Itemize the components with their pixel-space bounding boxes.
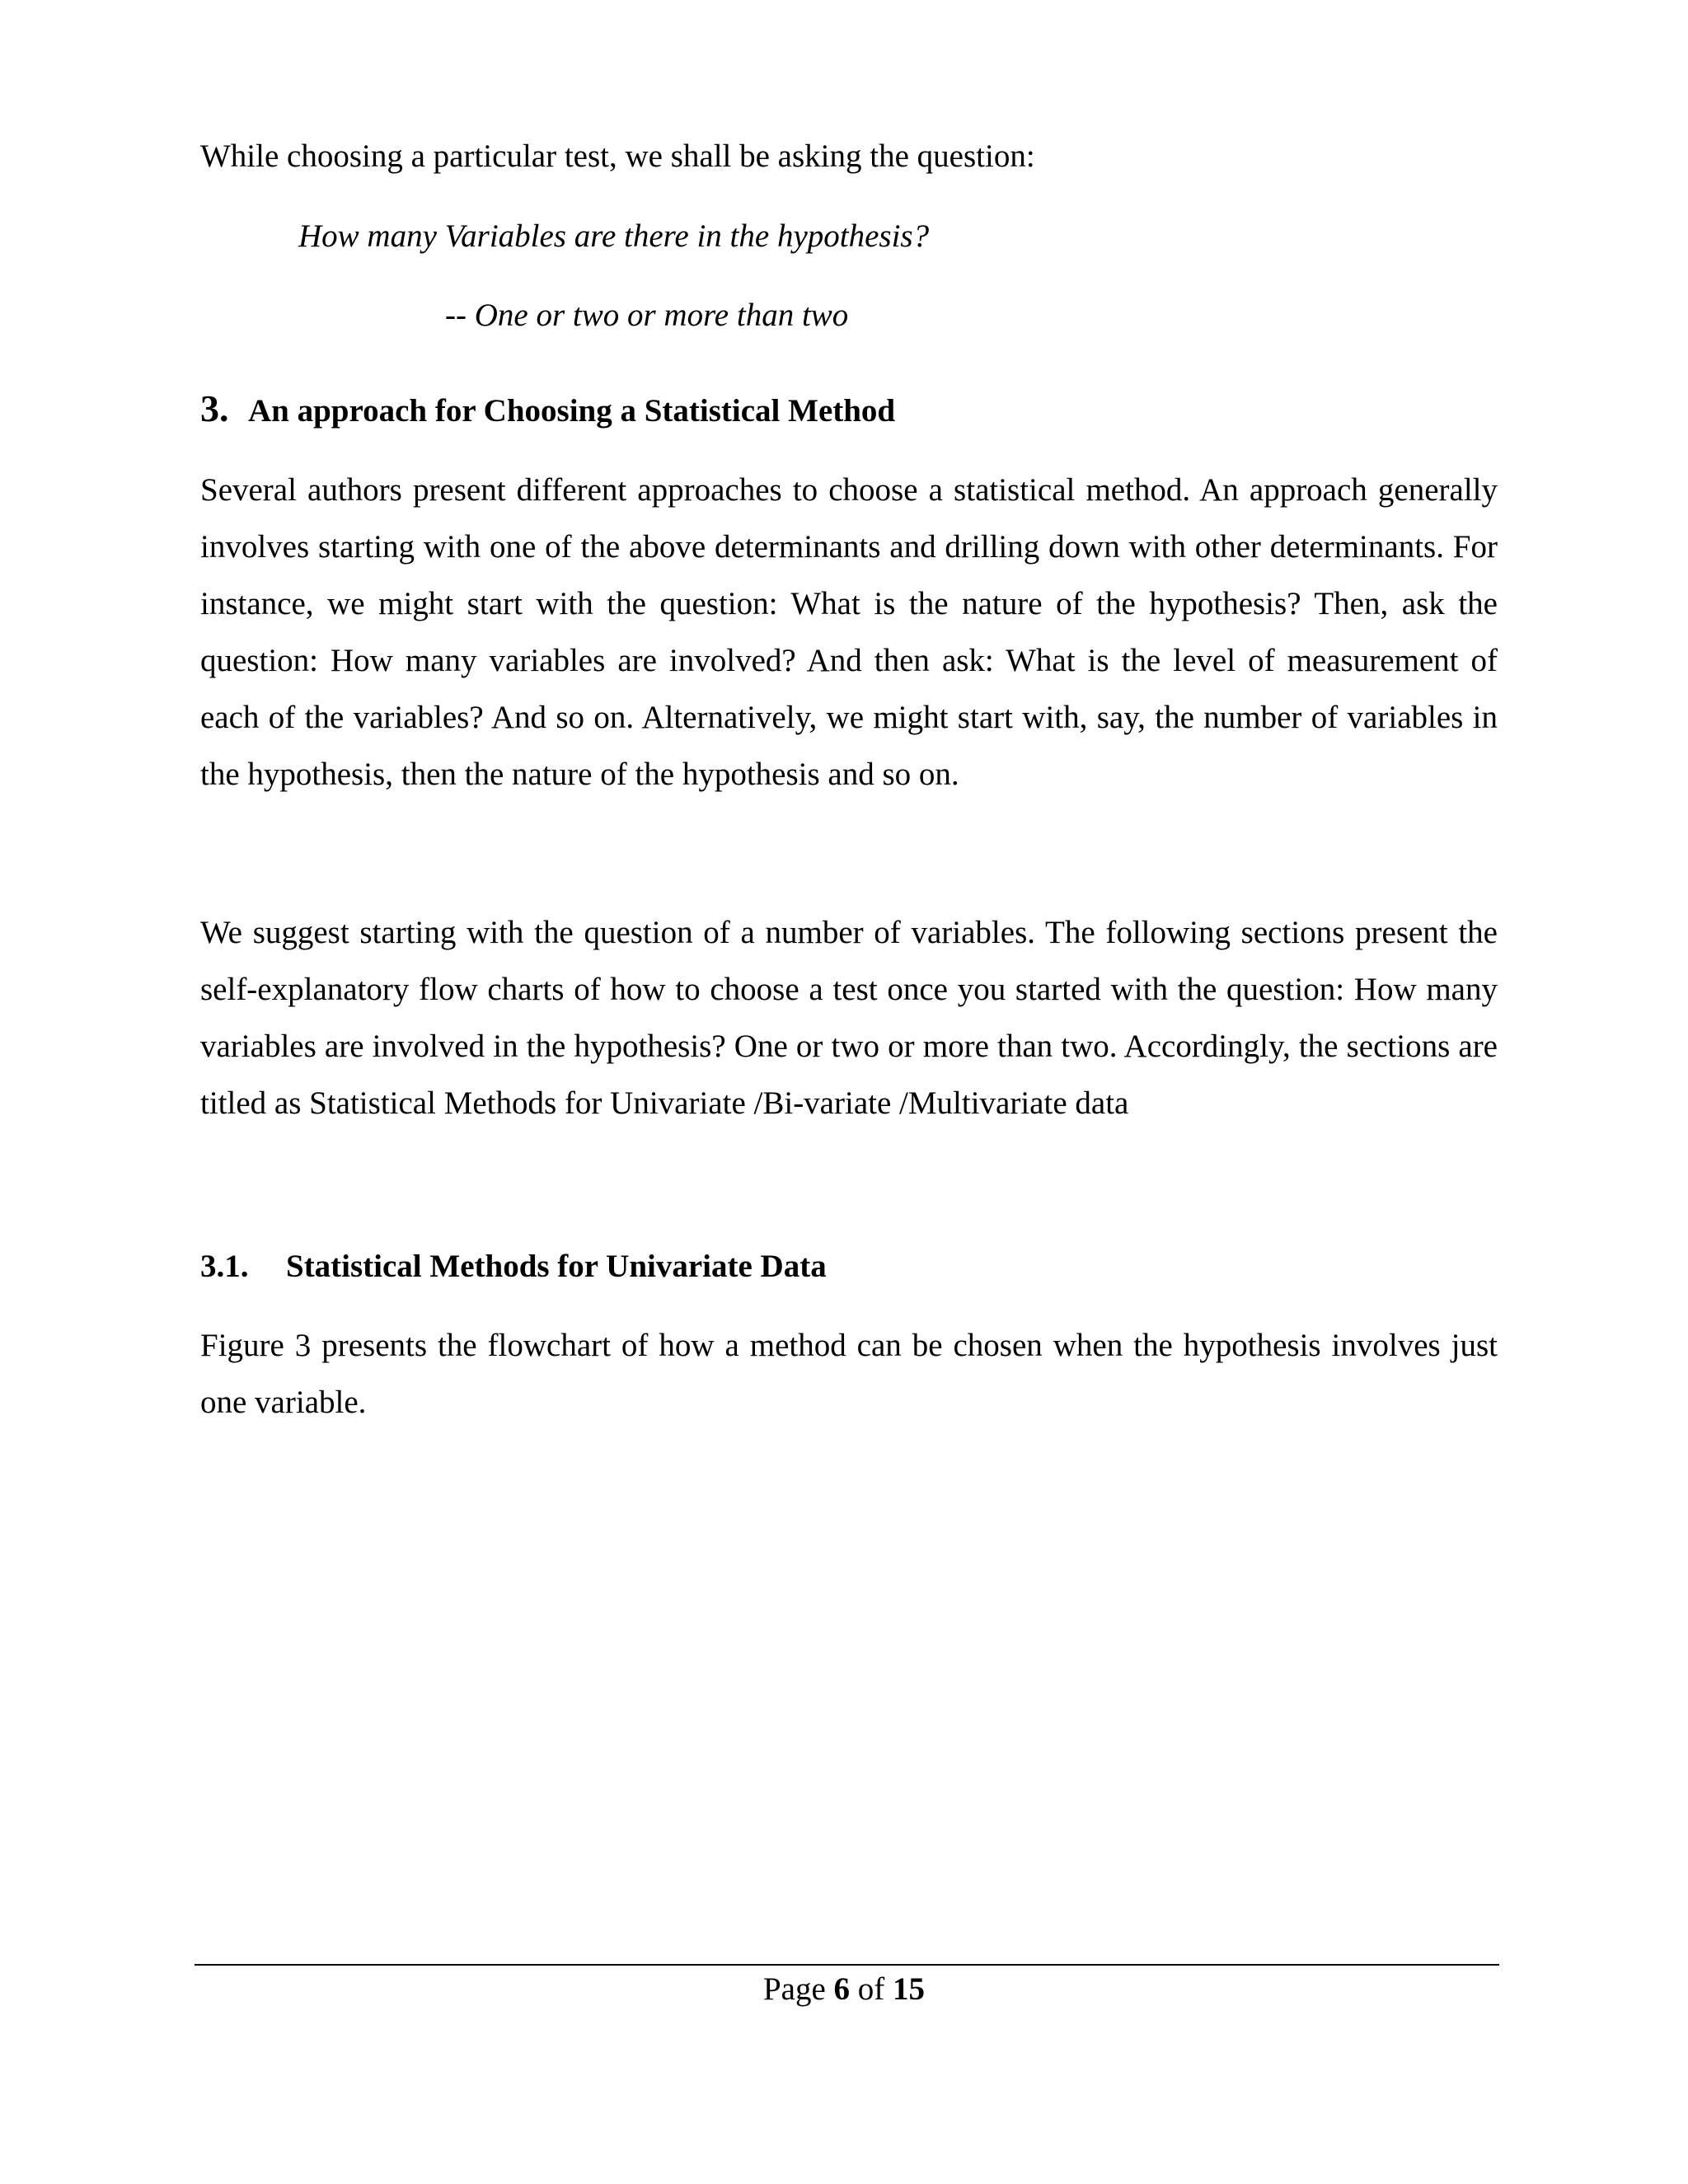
section-3-paragraph-2: We suggest starting with the question of a number of variables. The following sections present the self-explanatory flow charts of how to choose a test once you started with the question: How many variables are involved in the hypothesis? One or two or more than two. Accordingly, the sections are titled as Statistical Methods for Univariate /Bi-variate /Multivariate data xyxy=(200,915,1498,1121)
section-3-1-title: Statistical Methods for Univariate Data xyxy=(286,1249,827,1284)
section-3-paragraph-1: Several authors present different approaches to choose a statistical method. An approach generally involves starting with one of the above determinants and drilling down with other determinants. For instance, we might start with the question: What is the nature of the hypothesis? Then, ask the question: How many variables are involved? And then ask: What is the level of measurement of each of the variables? And so on. Alternatively, we might start with, say, the number of variables in the hypothesis, then the nature of the hypothesis and so on. xyxy=(200,472,1498,792)
footer-page-label: Page xyxy=(762,1971,826,2007)
footer-rule xyxy=(195,1964,1499,1966)
section-3-title: An approach for Choosing a Statistical Method xyxy=(248,393,896,429)
footer-current-page: 6 xyxy=(833,1971,851,2007)
footer-total-pages: 15 xyxy=(893,1971,926,2007)
section-3-1-paragraph: Figure 3 presents the flowchart of how a method can be chosen when the hypothesis involves just one variable. xyxy=(200,1328,1498,1420)
intro-text: While choosing a particular test, we shall be asking the question: xyxy=(200,138,1035,174)
section-3-1-heading xyxy=(200,1238,827,1301)
page-footer xyxy=(0,1968,1688,2011)
section-3-number: 3. xyxy=(200,387,229,429)
footer-of-label: of xyxy=(857,1971,885,2007)
section-3-1-number: 3.1. xyxy=(200,1249,249,1284)
intro-question: How many Variables are there in the hypothesis? xyxy=(298,218,930,254)
section-3-heading xyxy=(200,379,895,448)
intro-answer: -- One or two or more than two xyxy=(445,298,849,333)
